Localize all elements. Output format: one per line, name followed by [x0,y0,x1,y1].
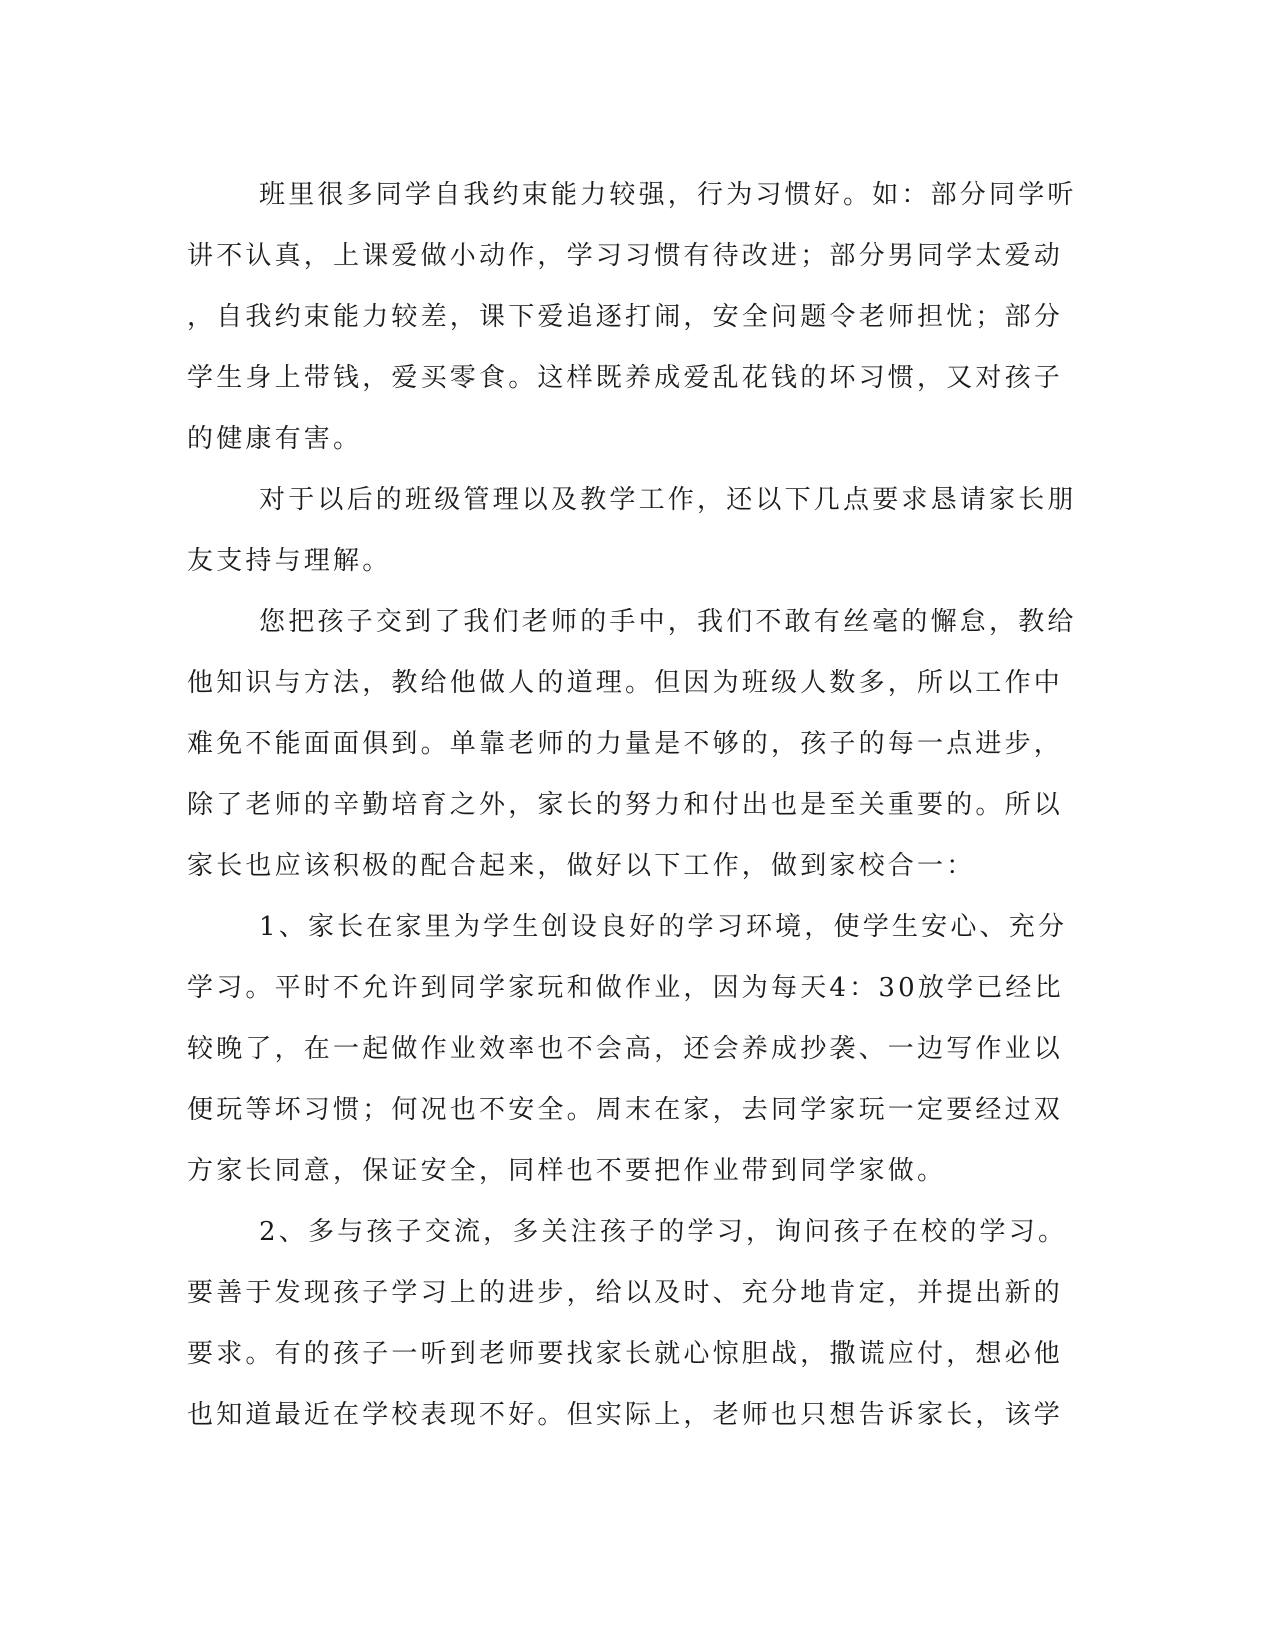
text-line: 2、多与孩子交流，多关注孩子的学习，询问孩子在校的学习。 [259,1217,1068,1247]
paragraph-2 [187,470,1077,592]
document-body [187,165,1077,1446]
text-line: 学习。平时不允许到同学家玩和做作业，因为每天4：30放学已经比 [187,973,1064,1003]
paragraph-3 [187,592,1077,897]
text-line: 他知识与方法，教给他做人的道理。但因为班级人数多，所以工作中 [187,668,1064,698]
text-line: 要善于发现孩子学习上的进步，给以及时、充分地肯定，并提出新的 [187,1278,1064,1308]
text-line: 要求。有的孩子一听到老师要找家长就心惊胆战，撒谎应付，想必他 [187,1339,1064,1369]
text-line: 便玩等坏习惯；何况也不安全。周末在家，去同学家玩一定要经过双 [187,1095,1064,1125]
text-line: 较晚了，在一起做作业效率也不会高，还会养成抄袭、一边写作业以 [187,1034,1064,1064]
text-line: 的健康有害。 [187,424,363,454]
text-line: 班里很多同学自我约束能力较强，行为习惯好。如：部分同学听 [259,180,1077,210]
text-line: 您把孩子交到了我们老师的手中，我们不敢有丝毫的懈怠，教给 [259,607,1077,637]
text-line: 难免不能面面俱到。单靠老师的力量是不够的，孩子的每一点进步， [187,729,1064,759]
text-line: 1、家长在家里为学生创设良好的学习环境，使学生安心、充分 [259,912,1068,942]
text-line: 讲不认真，上课爱做小动作，学习习惯有待改进；部分男同学太爱动 [187,241,1064,271]
text-line: ，自我约束能力较差，课下爱追逐打闹，安全问题令老师担忧；部分 [187,302,1064,332]
text-line: 除了老师的辛勤培育之外，家长的努力和付出也是至关重要的。所以 [187,790,1064,820]
text-line: 家长也应该积极的配合起来，做好以下工作，做到家校合一： [187,851,976,881]
text-line: 对于以后的班级管理以及教学工作，还以下几点要求恳请家长朋 [259,485,1077,515]
paragraph-1 [187,165,1077,470]
text-line: 方家长同意，保证安全，同样也不要把作业带到同学家做。 [187,1156,947,1186]
paragraph-4 [187,897,1067,1202]
paragraph-5 [187,1202,1067,1446]
text-line: 学生身上带钱，爱买零食。这样既养成爱乱花钱的坏习惯，又对孩子 [187,363,1064,393]
text-line: 也知道最近在学校表现不好。但实际上，老师也只想告诉家长，该学 [187,1400,1064,1430]
text-line: 友支持与理解。 [187,546,392,576]
